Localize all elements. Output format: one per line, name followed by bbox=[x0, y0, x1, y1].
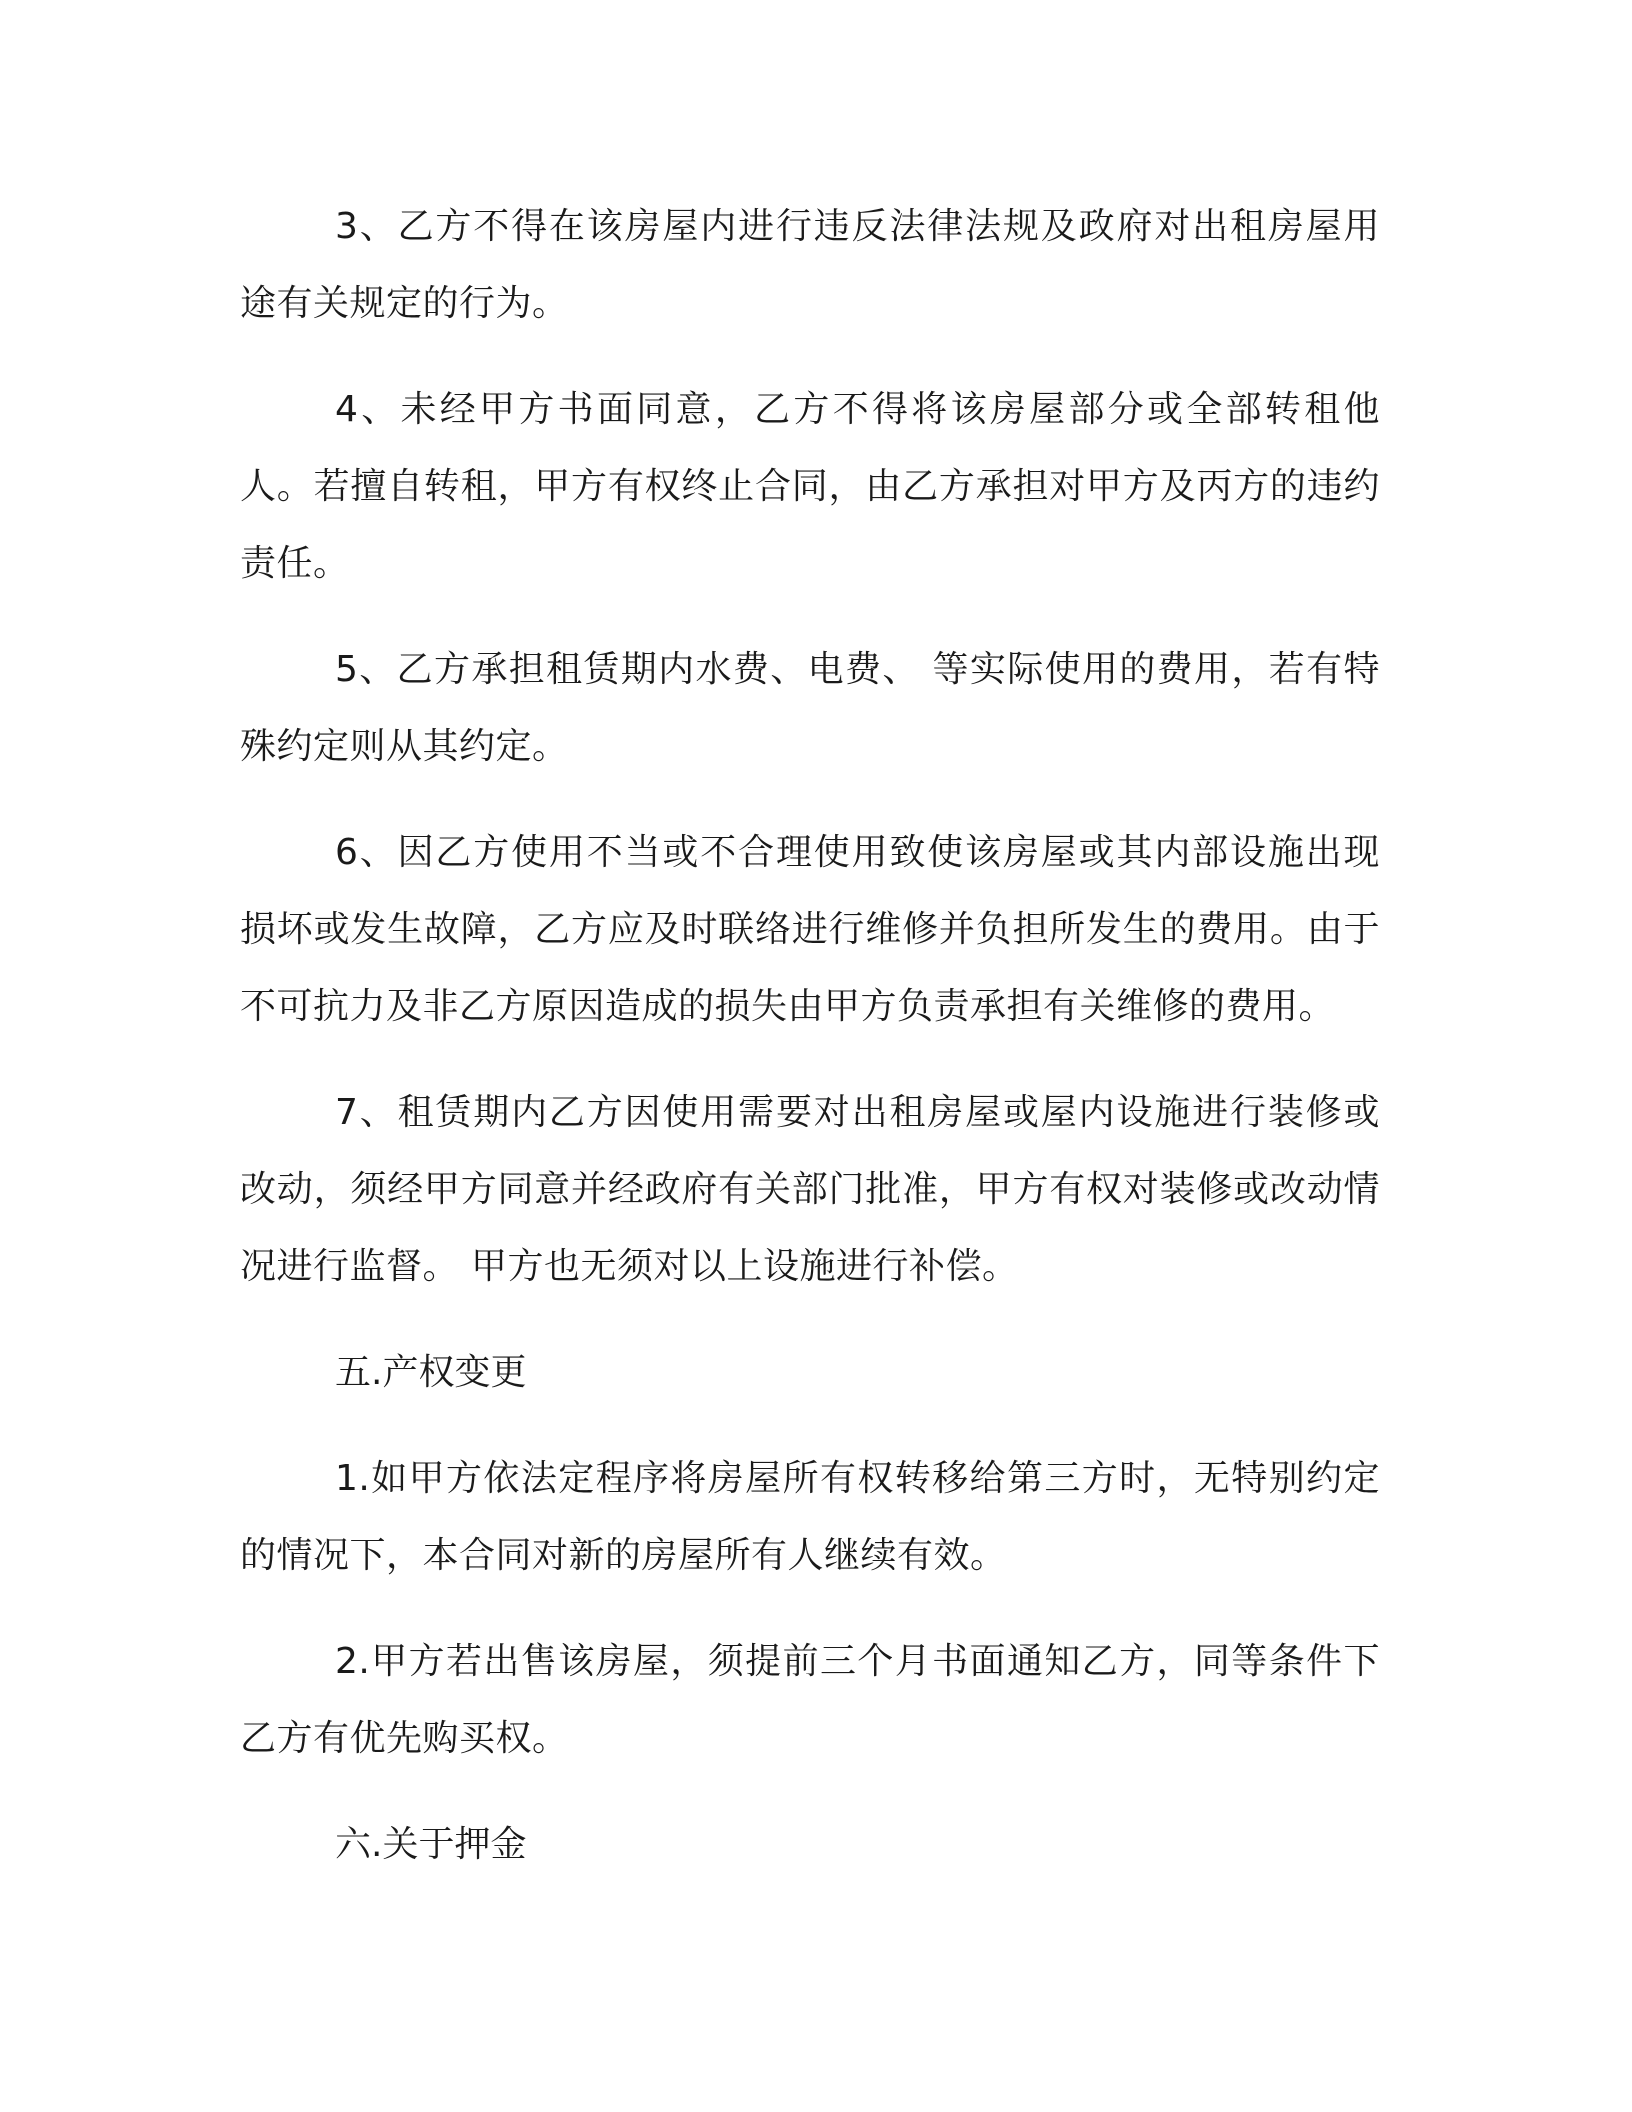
section-heading-property-change: 五.产权变更 bbox=[335, 1352, 527, 1393]
section-heading-deposit: 六.关于押金 bbox=[335, 1824, 527, 1865]
clause-7: 7、租赁期内乙方因使用需要对出租房屋或屋内设施进行装修或改动，须经甲方同意并经政府有关部门批准，甲方有权对装修或改动情况进行监督。 甲方也无须对以上设施进行补偿。 bbox=[240, 1092, 1380, 1287]
clause-4: 4、未经甲方书面同意，乙方不得将该房屋部分或全部转租他人。若擅自转租，甲方有权终止合同，由乙方承担对甲方及丙方的违约责任。 bbox=[240, 389, 1380, 584]
document-body bbox=[240, 188, 1380, 1912]
section-5-item-2: 2.甲方若出售该房屋，须提前三个月书面通知乙方，同等条件下乙方有优先购买权。 bbox=[240, 1641, 1380, 1759]
clause-6: 6、因乙方使用不当或不合理使用致使该房屋或其内部设施出现损坏或发生故障，乙方应及时联络进行维修并负担所发生的费用。由于不可抗力及非乙方原因造成的损失由甲方负责承担有关维修的费用。 bbox=[240, 832, 1380, 1027]
clause-5: 5、乙方承担租赁期内水费、电费、 等实际使用的费用，若有特殊约定则从其约定。 bbox=[240, 649, 1380, 767]
clause-3: 3、乙方不得在该房屋内进行违反法律法规及政府对出租房屋用途有关规定的行为。 bbox=[240, 206, 1380, 324]
section-5-item-1: 1.如甲方依法定程序将房屋所有权转移给第三方时，无特别约定的情况下，本合同对新的房屋所有人继续有效。 bbox=[240, 1458, 1380, 1576]
